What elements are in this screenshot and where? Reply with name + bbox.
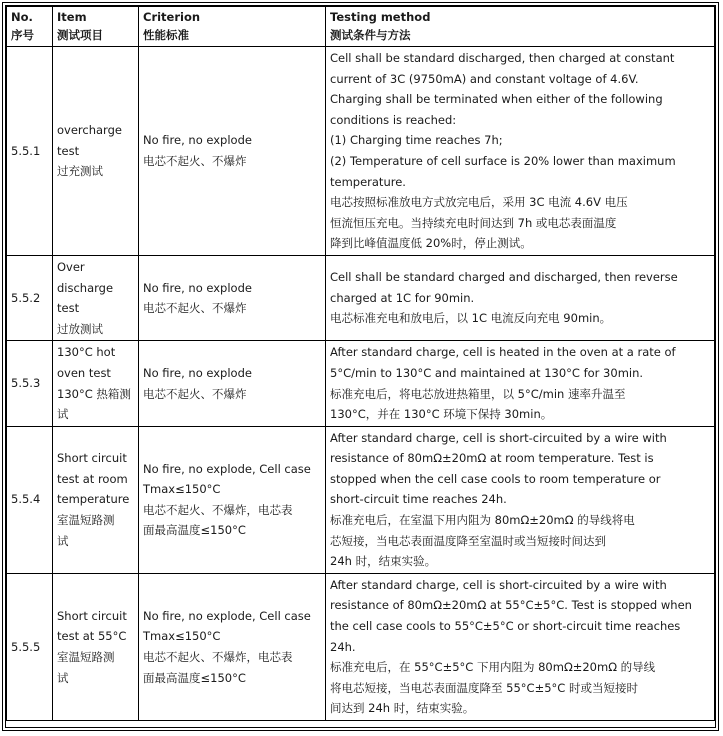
row-method: After standard charge, cell is short-circuited by a wire with resistance of 80mΩ±20mΩ at room temperature. Test is stopped when the cell case cools to room temperature or short-circuit time reaches 24h. 标准充电后，在室温下用内阻为 80mΩ±20mΩ 的导线将电 芯短接，当电芯表面温度降至室温时或当短接时间达到 24h 时，结束实验。	[326, 426, 715, 573]
row-item	[53, 47, 139, 256]
row-number: 5.5.5	[7, 573, 53, 720]
row-number: 5.5.2	[7, 255, 53, 340]
row-criterion	[139, 255, 326, 340]
row-criterion-en: No fire, no explode	[143, 280, 252, 295]
row-item-en: Short circuit test at room temperature	[57, 451, 130, 507]
table-row	[7, 255, 715, 340]
row-item-en: overcharge test	[57, 123, 122, 158]
row-method: After standard charge, cell is heated in the oven at a rate of 5°C/min to 130°C and maintained at 130°C for 30min. 标准充电后，将电芯放进热箱里，以 5°C/min 速率升温至 130°C，并在 130°C 环境下保持 30min。	[326, 341, 715, 426]
row-criterion-zh: 电芯不起火、不爆炸	[143, 386, 247, 401]
row-criterion	[139, 573, 326, 720]
row-item-zh: 室温短路测 试	[57, 513, 115, 548]
row-item	[53, 341, 139, 426]
header-no-zh: 序号	[11, 28, 34, 42]
row-method: Cell shall be standard discharged, then charged at constant current of 3C (9750mA) and constant voltage of 4.6V. Charging shall be terminated when either of the following conditions is reached: (1) Charging time reaches 7h; (2) Temperature of cell surface is 20% lower than maximum temperature. 电芯按照标准放电方式放完电后，采用 3C 电流 4.6V 电压 恒流恒压充电。当持续充电时间达到 7h 或电芯表面温度 降到比峰值温度低 20%时，停止测试。	[326, 47, 715, 256]
row-item-zh: 过充测试	[57, 164, 103, 179]
test-specification-table	[6, 6, 715, 721]
row-method: After standard charge, cell is short-circuited by a wire with resistance of 80mΩ±20mΩ at 55°C±5°C. Test is stopped when the cell case cools to 55°C±5°C or short-circuit time reaches 24h. 标准充电后，在 55°C±5°C 下用内阻为 80mΩ±20mΩ 的导线 将电芯短接，当电芯表面温度降至 55°C±5°C 时或当短接时 间达到 24h 时，结束实验。	[326, 573, 715, 720]
header-method-en: Testing method	[330, 10, 431, 24]
header-item	[53, 7, 139, 47]
row-criterion-zh: 电芯不起火、不爆炸	[143, 153, 247, 168]
row-criterion	[139, 341, 326, 426]
header-item-zh: 测试项目	[57, 28, 103, 42]
row-item	[53, 573, 139, 720]
table-row	[7, 573, 715, 720]
row-criterion	[139, 47, 326, 256]
header-row	[7, 7, 715, 47]
table-row	[7, 341, 715, 426]
header-no	[7, 7, 53, 47]
row-item	[53, 426, 139, 573]
table-row	[7, 47, 715, 256]
header-method-zh: 测试条件与方法	[330, 28, 411, 42]
header-no-en: No.	[11, 10, 33, 24]
row-item-zh: 室温短路测 试	[57, 649, 115, 685]
row-number: 5.5.3	[7, 341, 53, 426]
table-row	[7, 426, 715, 573]
row-criterion-en: No fire, no explode	[143, 365, 252, 380]
row-criterion-zh: 电芯不起火、不爆炸，电芯表 面最高温度≤150°C	[143, 649, 293, 685]
row-number: 5.5.1	[7, 47, 53, 256]
header-item-en: Item	[57, 10, 87, 24]
row-method: Cell shall be standard charged and discharged, then reverse charged at 1C for 90min. 电芯标准充电和放电后，以 1C 电流反向充电 90min。	[326, 255, 715, 340]
header-criterion-en: Criterion	[143, 10, 201, 24]
row-item-en: Short circuit test at 55°C	[57, 608, 127, 644]
row-criterion-en: No fire, no explode, Cell case Tmax≤150°C	[143, 608, 311, 644]
header-criterion-zh: 性能标准	[143, 28, 189, 42]
header-criterion	[139, 7, 326, 47]
row-criterion-en: No fire, no explode, Cell case Tmax≤150°C	[143, 461, 311, 497]
row-number: 5.5.4	[7, 426, 53, 573]
row-item-en: 130°C hot oven test	[57, 345, 116, 380]
header-method	[326, 7, 715, 47]
row-item	[53, 255, 139, 340]
row-item-en: Over discharge test	[57, 259, 114, 316]
row-criterion-en: No fire, no explode	[143, 133, 252, 148]
row-criterion-zh: 电芯不起火、不爆炸	[143, 301, 247, 316]
row-item-zh: 过放测试	[57, 321, 103, 336]
row-criterion-zh: 电芯不起火、不爆炸，电芯表 面最高温度≤150°C	[143, 502, 293, 538]
row-criterion	[139, 426, 326, 573]
row-item-zh: 130°C 热箱测 试	[57, 386, 131, 422]
